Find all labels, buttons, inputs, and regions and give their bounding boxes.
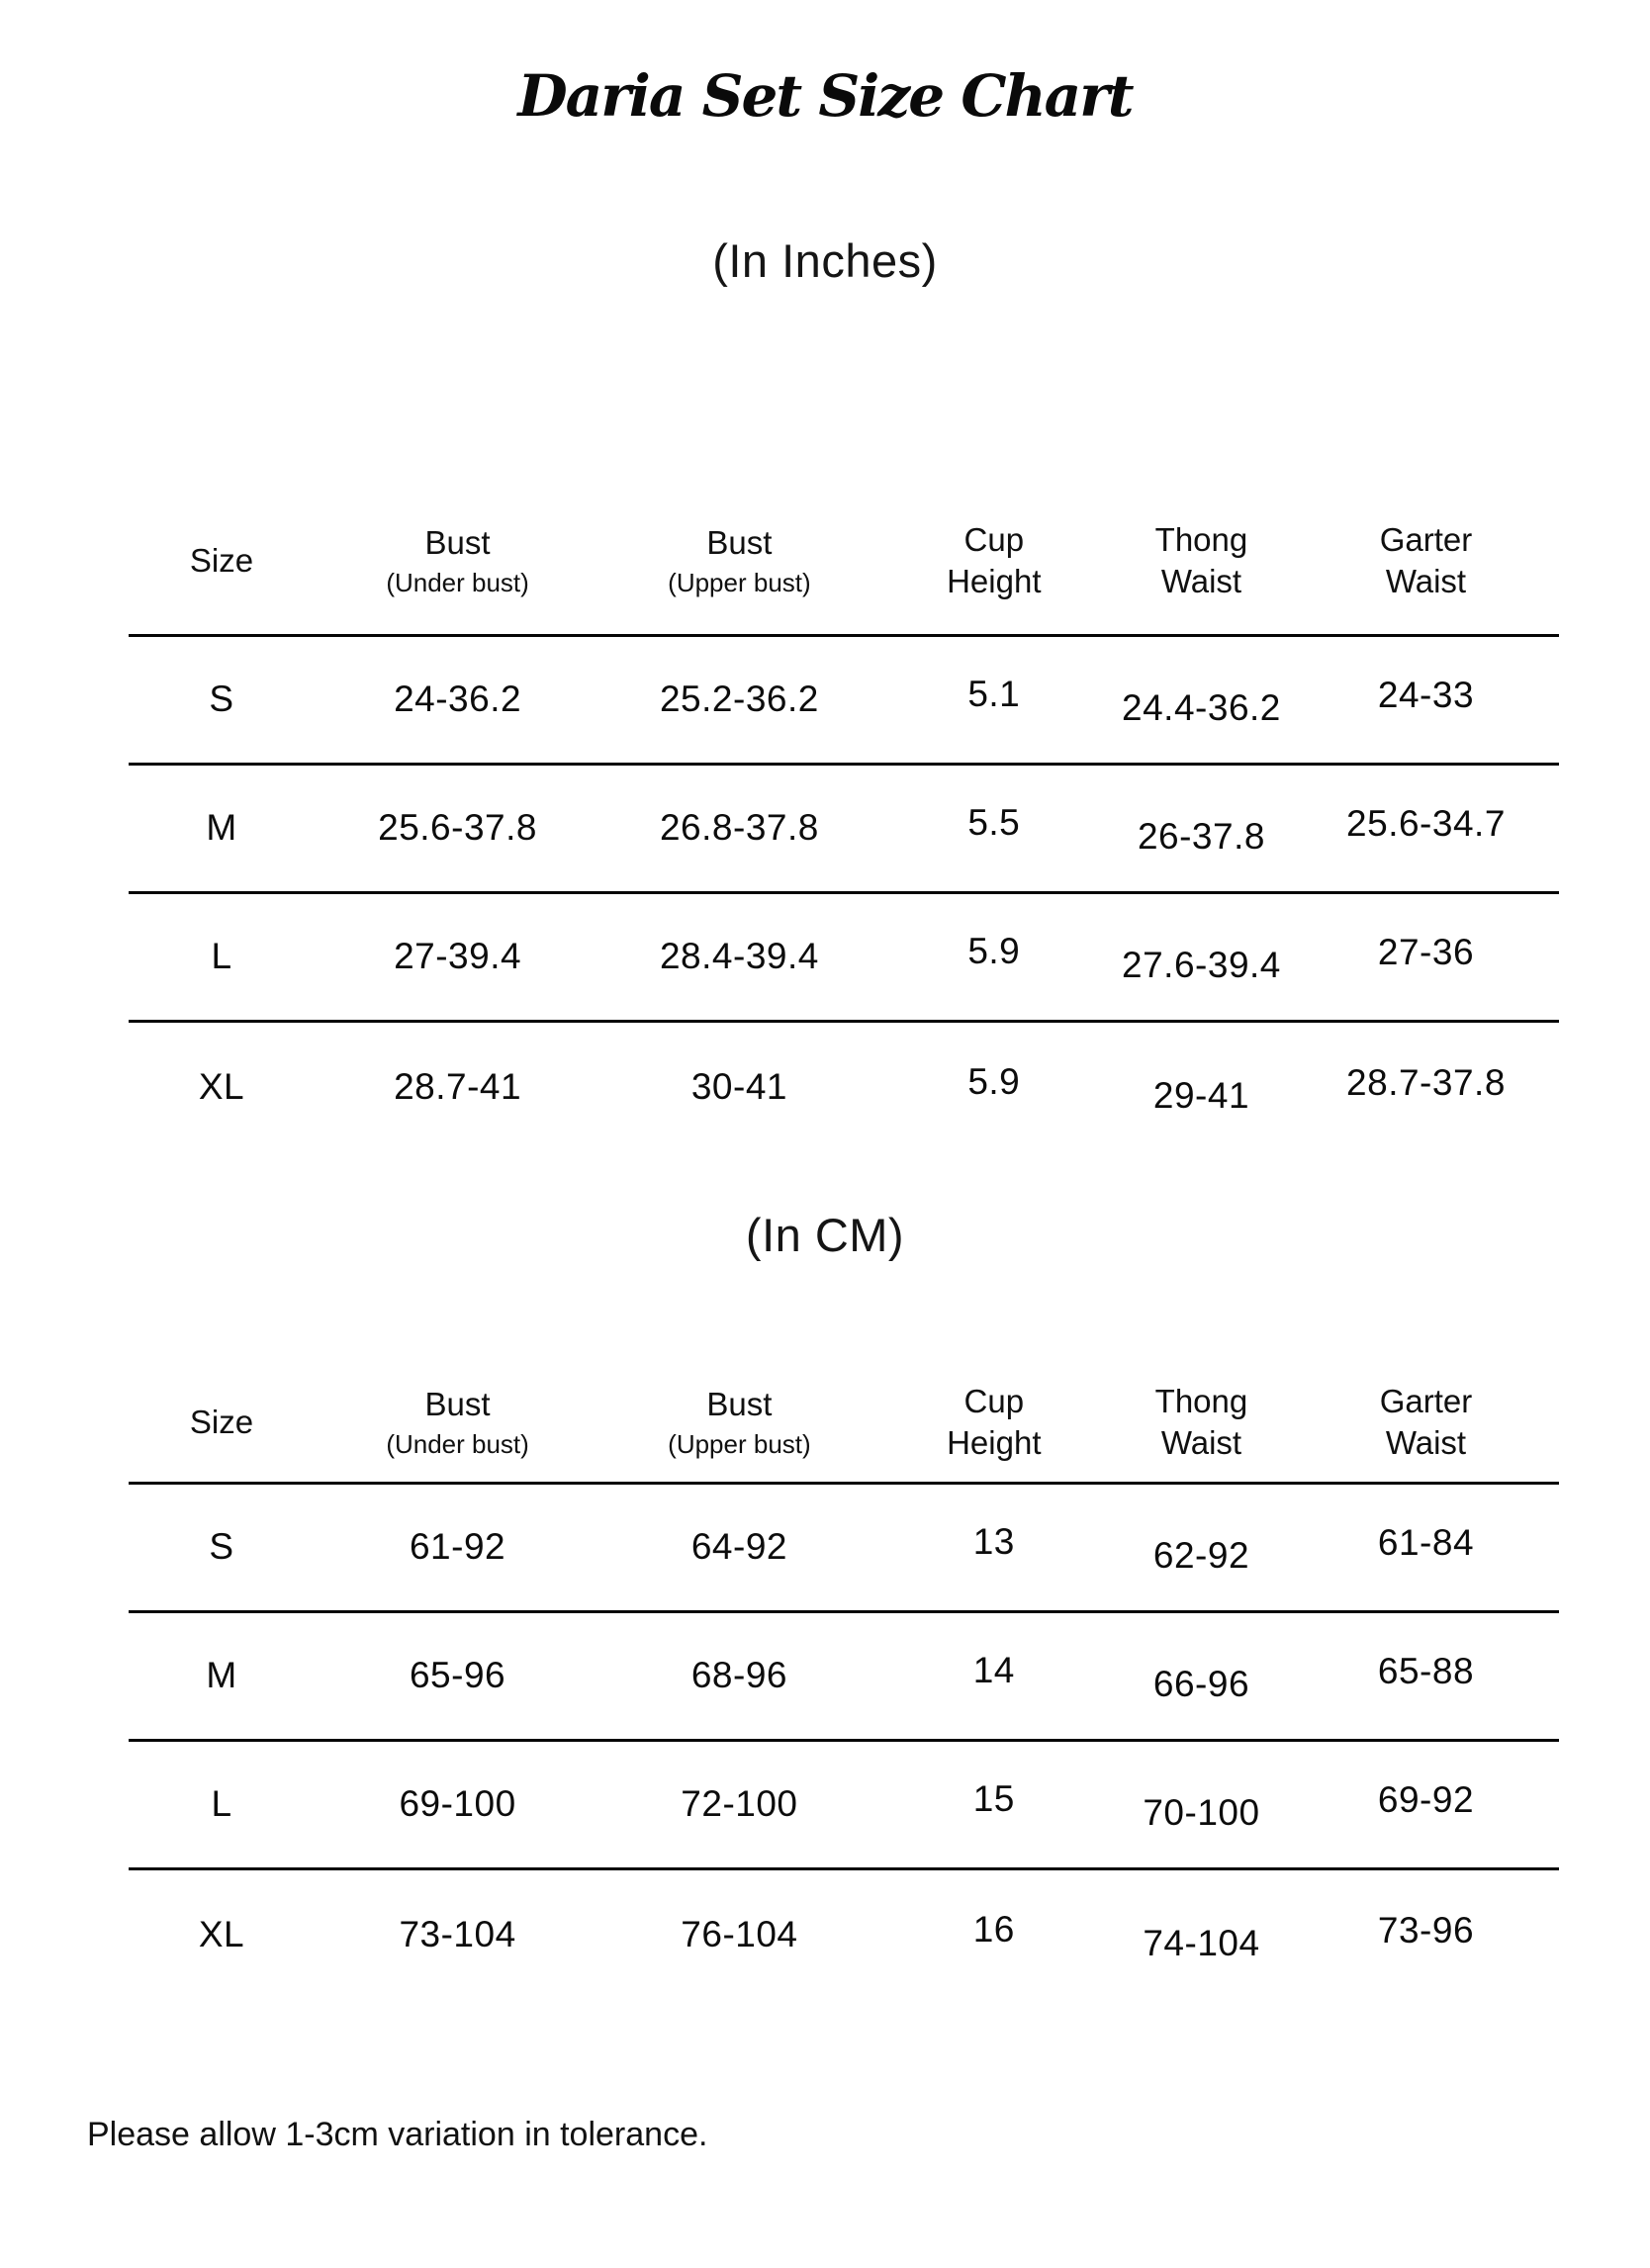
cell-garter-waist: 27-36 bbox=[1377, 932, 1475, 973]
table-header-row bbox=[129, 1364, 1559, 1485]
column-header-cup-height: Cup Height bbox=[947, 520, 1042, 600]
page-title: Daria Set Size Chart bbox=[517, 62, 1133, 130]
column-header-garter-waist: Garter Waist bbox=[1379, 520, 1473, 600]
column-header-bust-under: Bust (Under bust) bbox=[386, 524, 529, 597]
cell-thong-waist: 62-92 bbox=[1152, 1535, 1250, 1577]
cell-cup-height: 14 bbox=[972, 1650, 1015, 1691]
cell-bust-upper: 64-92 bbox=[690, 1526, 787, 1568]
cell-size: L bbox=[211, 1783, 232, 1825]
size-table-inches bbox=[129, 489, 1559, 1151]
table-row-l bbox=[129, 894, 1559, 1023]
cell-garter-waist: 61-84 bbox=[1377, 1522, 1475, 1564]
cell-bust-upper: 72-100 bbox=[681, 1783, 798, 1825]
table-row-xl bbox=[129, 1023, 1559, 1151]
column-header-size: Size bbox=[189, 542, 254, 580]
section-heading-inches: (In Inches) bbox=[712, 233, 938, 287]
cell-cup-height: 16 bbox=[972, 1908, 1015, 1950]
cell-thong-waist: 29-41 bbox=[1152, 1074, 1250, 1116]
cell-size: S bbox=[209, 1526, 234, 1568]
cell-size: M bbox=[206, 807, 237, 849]
column-header-garter-waist: Garter Waist bbox=[1379, 1382, 1473, 1462]
cell-size: S bbox=[209, 679, 234, 720]
column-header-bust-under: Bust (Under bust) bbox=[386, 1386, 529, 1459]
cell-thong-waist: 24.4-36.2 bbox=[1122, 687, 1281, 729]
column-header-thong-waist: Thong Waist bbox=[1154, 1382, 1248, 1462]
cell-bust-under: 27-39.4 bbox=[394, 936, 522, 977]
cell-cup-height: 13 bbox=[972, 1521, 1015, 1563]
cell-garter-waist: 28.7-37.8 bbox=[1346, 1061, 1506, 1103]
cell-thong-waist: 26-37.8 bbox=[1137, 816, 1265, 858]
section-heading-cm: (In CM) bbox=[745, 1208, 905, 1261]
cell-garter-waist: 25.6-34.7 bbox=[1346, 803, 1506, 845]
cell-bust-upper: 26.8-37.8 bbox=[659, 807, 819, 849]
column-header-bust-upper: Bust (Upper bust) bbox=[668, 1386, 811, 1459]
table-row-m bbox=[129, 1613, 1559, 1742]
cell-thong-waist: 70-100 bbox=[1143, 1792, 1260, 1834]
cell-cup-height: 15 bbox=[972, 1778, 1015, 1820]
cell-bust-under: 61-92 bbox=[409, 1526, 506, 1568]
cell-garter-waist: 65-88 bbox=[1377, 1651, 1475, 1692]
column-header-cup-height: Cup Height bbox=[947, 1382, 1042, 1462]
cell-bust-under: 25.6-37.8 bbox=[378, 807, 537, 849]
cell-thong-waist: 27.6-39.4 bbox=[1122, 945, 1281, 986]
cell-size: XL bbox=[198, 1065, 245, 1107]
column-header-thong-waist: Thong Waist bbox=[1154, 520, 1248, 600]
cell-bust-upper: 28.4-39.4 bbox=[659, 936, 819, 977]
cell-cup-height: 5.5 bbox=[967, 802, 1021, 844]
table-row-l bbox=[129, 1742, 1559, 1870]
cell-bust-under: 65-96 bbox=[409, 1655, 506, 1696]
table-header-row bbox=[129, 489, 1559, 637]
cell-bust-under: 69-100 bbox=[399, 1783, 516, 1825]
cell-size: L bbox=[211, 936, 232, 977]
cell-garter-waist: 73-96 bbox=[1377, 1909, 1475, 1950]
column-header-size: Size bbox=[189, 1404, 254, 1441]
cell-bust-under: 73-104 bbox=[399, 1913, 516, 1954]
column-header-bust-upper: Bust (Upper bust) bbox=[668, 524, 811, 597]
table-row-s bbox=[129, 1485, 1559, 1613]
cell-bust-upper: 68-96 bbox=[690, 1655, 787, 1696]
cell-cup-height: 5.9 bbox=[967, 1060, 1021, 1102]
cell-size: M bbox=[206, 1655, 237, 1696]
cell-bust-upper: 25.2-36.2 bbox=[659, 679, 819, 720]
cell-cup-height: 5.1 bbox=[967, 674, 1021, 715]
cell-bust-upper: 30-41 bbox=[690, 1065, 787, 1107]
table-row-m bbox=[129, 766, 1559, 894]
cell-bust-upper: 76-104 bbox=[681, 1913, 798, 1954]
cell-thong-waist: 66-96 bbox=[1152, 1664, 1250, 1705]
cell-thong-waist: 74-104 bbox=[1143, 1922, 1260, 1963]
table-row-s bbox=[129, 637, 1559, 766]
size-table-cm bbox=[129, 1364, 1559, 1999]
cell-bust-under: 28.7-41 bbox=[394, 1065, 522, 1107]
tolerance-note: Please allow 1-3cm variation in tolerance. bbox=[87, 2115, 708, 2153]
cell-garter-waist: 69-92 bbox=[1377, 1779, 1475, 1821]
cell-cup-height: 5.9 bbox=[967, 931, 1021, 972]
cell-bust-under: 24-36.2 bbox=[394, 679, 522, 720]
cell-garter-waist: 24-33 bbox=[1377, 675, 1475, 716]
cell-size: XL bbox=[198, 1913, 245, 1954]
table-row-xl bbox=[129, 1870, 1559, 1999]
